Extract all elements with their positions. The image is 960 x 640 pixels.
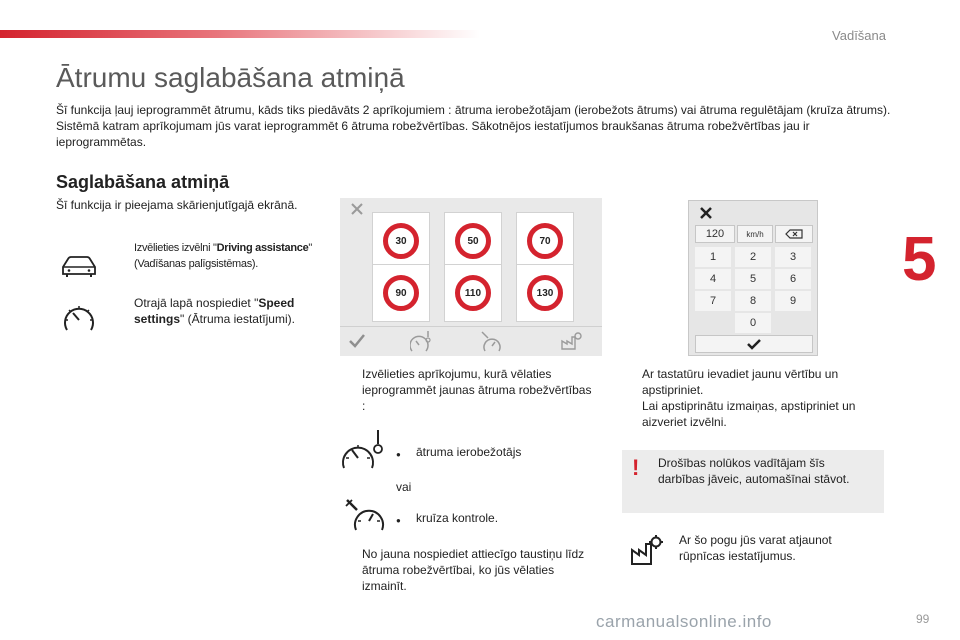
warning-icon: ! [632, 455, 640, 480]
section-subtitle: Saglabāšana atmiņā [56, 172, 230, 192]
factory-reset-icon [630, 534, 664, 566]
keypad-key-7[interactable]: 7 [695, 291, 731, 311]
bullet: ● [396, 516, 401, 525]
cruise-control-icon [344, 497, 386, 533]
availability-text: Šī funkcija ir pieejama skārienjutīgajā ekrānā. [56, 198, 298, 212]
speed-limiter-icon [340, 428, 392, 472]
cruise-control-icon[interactable] [480, 329, 502, 353]
unit-label: km/h [737, 225, 773, 243]
keypad-key-2[interactable]: 2 [735, 247, 771, 267]
confirm-button[interactable] [695, 335, 813, 353]
page-title: Ātrumu saglabāšana atmiņā [56, 62, 405, 93]
chapter-number: 5 [902, 225, 937, 294]
speed-preset-1[interactable]: 30 [372, 212, 430, 270]
speed-preset-6[interactable]: 130 [516, 264, 574, 322]
step-speed-settings: Otrajā lapā nospiediet "Speed settings" (Ātruma iestatījumi). [134, 296, 295, 326]
speedometer-icon [62, 303, 96, 333]
page-number: 99 [916, 612, 930, 626]
watermark: carmanualsonline.info [596, 612, 772, 631]
speed-limiter-icon[interactable] [410, 329, 432, 353]
step-select-equipment: Izvēlieties aprīkojumu, kurā vēlaties ieprogrammēt jaunas ātruma robežvērtības : [362, 367, 592, 413]
safety-note-text: Drošības nolūkos vadītājam šīs darbības jāveic, automašīnai stāvot. [658, 456, 850, 486]
keypad-key-5[interactable]: 5 [735, 269, 771, 289]
step-enter-value: Ar tastatūru ievadiet jaunu vērtību un apstipriniet. [642, 367, 839, 397]
keypad-screen [688, 200, 818, 356]
keypad-key-0[interactable]: 0 [735, 313, 771, 333]
keypad-key-4[interactable]: 4 [695, 269, 731, 289]
screen-toolbar [340, 326, 602, 356]
option-speed-limiter: ● ātruma ierobežotājs [396, 444, 556, 460]
car-icon [60, 252, 98, 278]
bullet: ● [396, 450, 401, 459]
keypad-key-8[interactable]: 8 [735, 291, 771, 311]
checkmark-icon[interactable] [348, 333, 366, 349]
section-label: Vadīšana [832, 28, 886, 43]
speed-preset-5[interactable]: 110 [444, 264, 502, 322]
close-icon[interactable] [350, 202, 364, 216]
backspace-icon [785, 229, 803, 239]
step-press-button: No jauna nospiediet attiecīgo taustiņu līdz ātruma robežvērtībai, ko jūs vēlaties izmainīt. [362, 547, 585, 593]
speed-preset-4[interactable]: 90 [372, 264, 430, 322]
speed-settings-screen [340, 198, 602, 356]
backspace-button[interactable] [775, 225, 813, 243]
step-confirm-close: Lai apstiprinātu izmaiņas, apstipriniet un aizveriet izvēlni. [642, 399, 856, 429]
keypad-key-3[interactable]: 3 [775, 247, 811, 267]
step-select-driving-assistance: Izvēlieties izvēlni "Driving assistance" (Vadīšanas palīgsistēmas). [134, 242, 313, 270]
keypad-key-6[interactable]: 6 [775, 269, 811, 289]
header-accent-bar [0, 30, 480, 38]
keypad-key-9[interactable]: 9 [775, 291, 811, 311]
or-text: vai [396, 480, 412, 494]
speed-preset-2[interactable]: 50 [444, 212, 502, 270]
safety-note [622, 450, 884, 513]
intro-text: Šī funkcija ļauj ieprogrammēt ātrumu, kāds tiks piedāvāts 2 aprīkojumiem : ātruma ierobežotājam (ierobežots ātrums) vai ātruma regulētājam (kruīza ātrums). Sistēmā katram aprīkojumam jūs varat ieprogrammēt 6 ātruma robežvērtības. Sākotnējos iestatījumos braukšanas ātruma robežvērtības jau ir ieprogrammētas. [56, 103, 891, 149]
reset-description: Ar šo pogu jūs varat atjaunot rūpnīcas iestatījumus. [679, 533, 832, 563]
checkmark-icon [746, 338, 762, 350]
close-icon[interactable] [699, 206, 713, 220]
speed-value-display: 120 [695, 225, 735, 243]
option-cruise-control: ● kruīza kontrole. [396, 510, 556, 526]
factory-reset-icon[interactable] [560, 331, 582, 351]
speed-preset-3[interactable]: 70 [516, 212, 574, 270]
keypad-key-1[interactable]: 1 [695, 247, 731, 267]
